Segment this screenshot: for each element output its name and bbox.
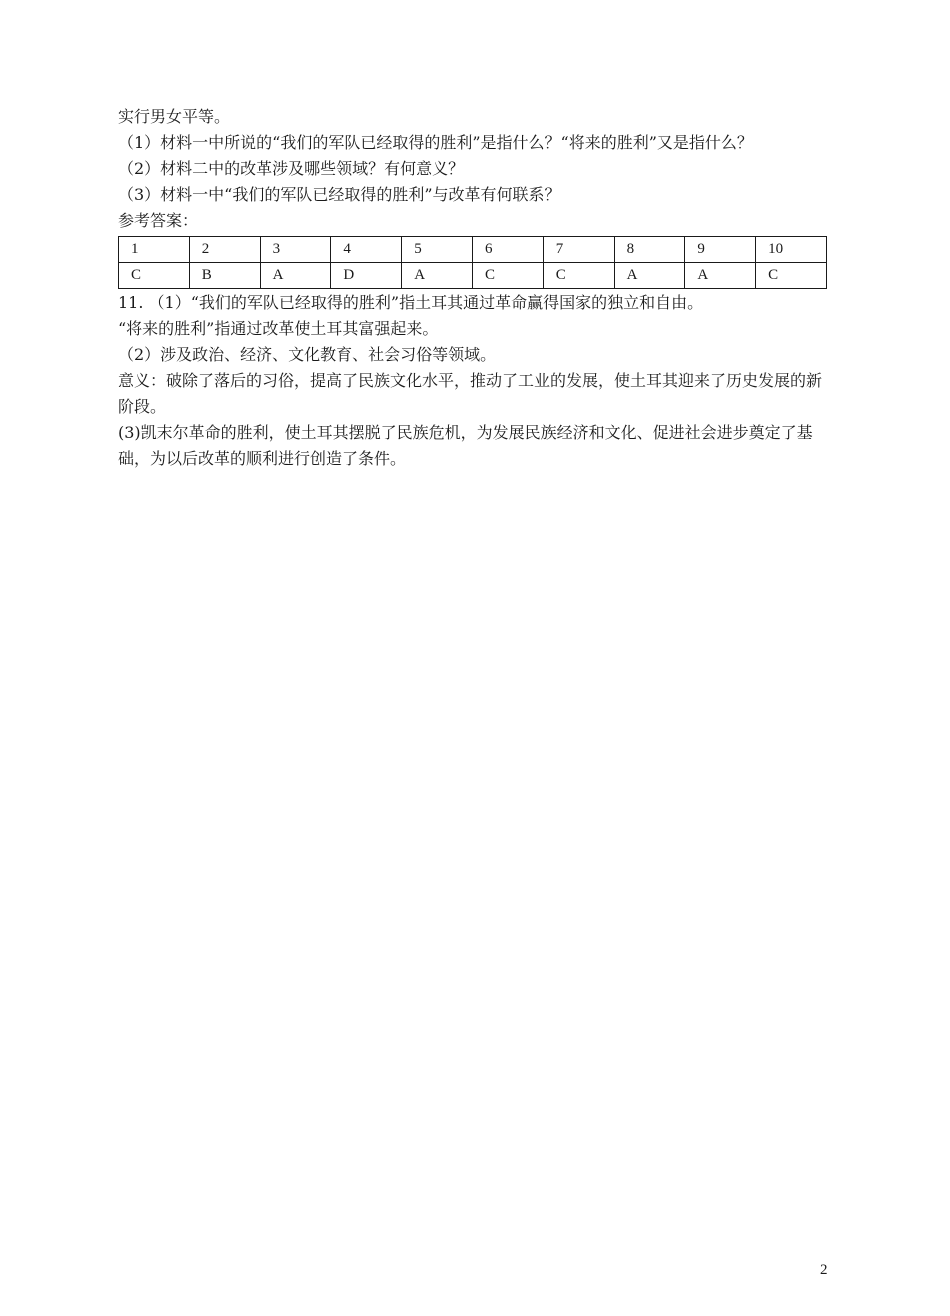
table-cell: 7	[543, 237, 614, 263]
table-cell: C	[119, 263, 190, 289]
table-cell: A	[685, 263, 756, 289]
answers-heading: 参考答案：	[118, 211, 199, 230]
table-cell: 10	[756, 237, 827, 263]
question-3: （3）材料一中“我们的军队已经取得的胜利”与改革有何联系？	[118, 185, 561, 204]
document-page	[118, 104, 832, 472]
table-cell: 3	[260, 237, 331, 263]
answer-table-number-row	[119, 237, 827, 263]
table-cell: B	[189, 263, 260, 289]
question-1: （1）材料一中所说的“我们的军队已经取得的胜利”是指什么？“将来的胜利”又是指什么？	[118, 133, 753, 152]
page-number: 2	[820, 1262, 828, 1278]
table-cell: 8	[614, 237, 685, 263]
table-cell: C	[756, 263, 827, 289]
answer-11-significance: 意义：破除了落后的习俗，提高了民族文化水平，推动了工业的发展，使土耳其迎来了历史发展的新阶段。	[118, 371, 823, 416]
table-cell: D	[331, 263, 402, 289]
question-2: （2）材料二中的改革涉及哪些领域？有何意义？	[118, 159, 465, 178]
answer-11-part-3: (3)凯末尔革命的胜利，使土耳其摆脱了民族危机，为发展民族经济和文化、促进社会进步奠定了基础，为以后改革的顺利进行创造了条件。	[118, 423, 813, 468]
table-cell: 5	[402, 237, 473, 263]
text-continuation: 实行男女平等。	[118, 107, 231, 126]
answer-table	[118, 236, 827, 289]
answer-11-part-2: （2）涉及政治、经济、文化教育、社会习俗等领域。	[118, 345, 497, 364]
table-cell: 2	[189, 237, 260, 263]
table-cell: 6	[472, 237, 543, 263]
table-cell: 1	[119, 237, 190, 263]
answer-table-answer-row	[119, 263, 827, 289]
answer-11-part-1-continued: “将来的胜利”指通过改革使土耳其富强起来。	[118, 319, 439, 338]
table-cell: A	[260, 263, 331, 289]
table-cell: 9	[685, 237, 756, 263]
table-cell: C	[543, 263, 614, 289]
answer-11-part-1: 11. （1）“我们的军队已经取得的胜利”指土耳其通过革命赢得国家的独立和自由。	[118, 293, 704, 312]
table-cell: 4	[331, 237, 402, 263]
table-cell: A	[614, 263, 685, 289]
table-cell: A	[402, 263, 473, 289]
table-cell: C	[472, 263, 543, 289]
